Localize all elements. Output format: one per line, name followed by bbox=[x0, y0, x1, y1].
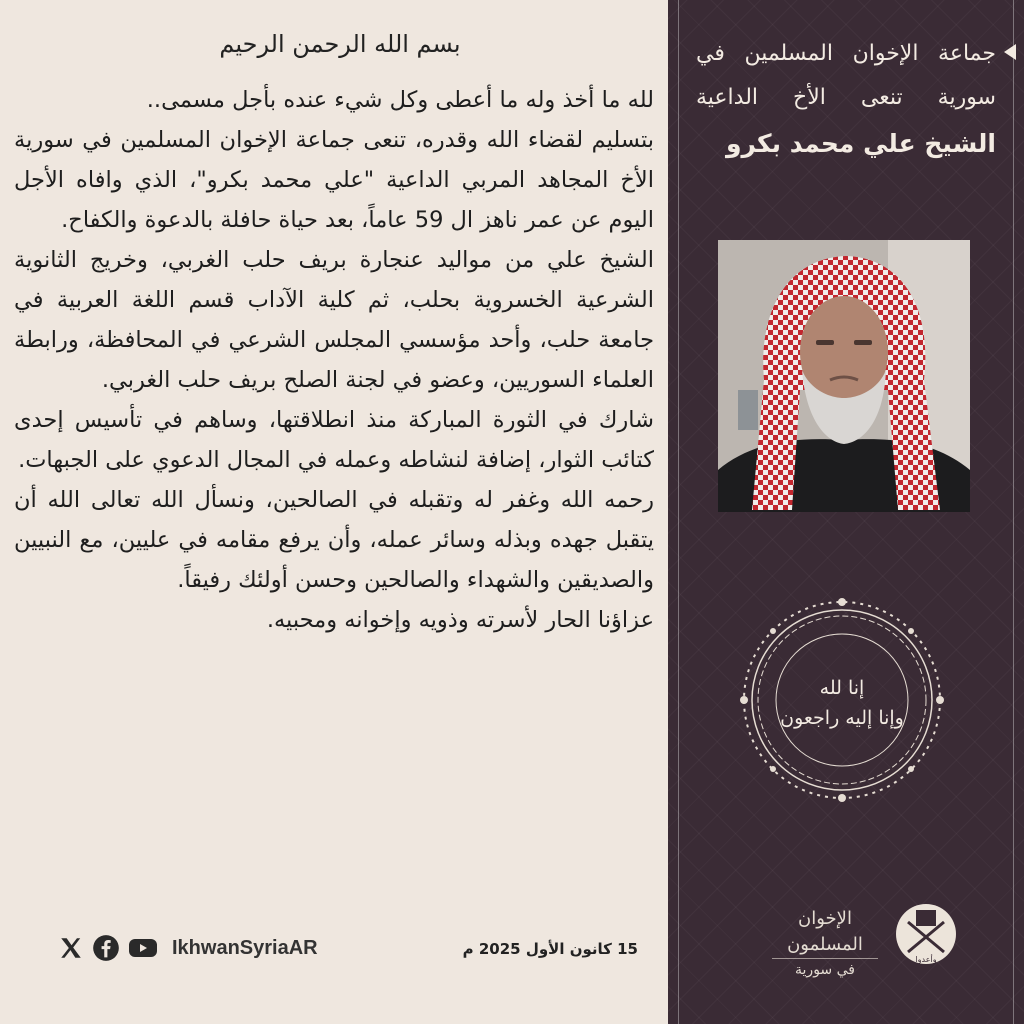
logo-text bbox=[760, 906, 890, 981]
x-icon[interactable] bbox=[58, 935, 84, 961]
side-header bbox=[696, 32, 996, 168]
logo-line-1: الإخوان المسلمون bbox=[787, 908, 863, 955]
portrait-photo bbox=[718, 240, 970, 512]
condolence-verse-1: إنا لله bbox=[819, 677, 865, 699]
bismillah-heading: بسم الله الرحمن الرحيم bbox=[219, 30, 461, 58]
paragraph-biography: الشيخ علي من مواليد عنجارة بريف حلب الغربي، وخريج الثانوية الشرعية الخسروية بحلب، ثم كلية الآداب قسم اللغة العربية في جامعة حلب، وأحد مؤسسي المجلس الشرعي في المحافظة، ورابطة العلماء السوريين، وعضو في لجنة الصلح بريف حلب الغربي. bbox=[14, 247, 654, 393]
header-line-announce: سورية تنعى الأخ الداعية bbox=[696, 85, 996, 110]
youtube-icon[interactable] bbox=[128, 936, 158, 960]
organization-logo bbox=[760, 896, 960, 976]
condolence-verse-2: وإنا إليه راجعون bbox=[780, 707, 904, 729]
condolence-calligraphy bbox=[738, 596, 946, 804]
emblem-motto: وأعدوا bbox=[915, 955, 937, 964]
header-arrow-icon bbox=[1004, 44, 1016, 60]
deceased-name: الشيخ علي محمد بكرو bbox=[725, 129, 996, 158]
logo-line-2: في سورية bbox=[772, 958, 878, 981]
paragraph-prayer: رحمه الله وغفر له وتقبله في الصالحين، ونسأل الله تعالى الله أن يتقبل جهده وبذله وسائر عمله، وأن يرفع مقامه في عليين، مع النبيين والصديقين والشهداء والصالحين وحسن أولئك رفيقاً. bbox=[14, 487, 654, 593]
paragraph-opening: لله ما أخذ وله ما أعطى وكل شيء عنده بأجل مسمى.. bbox=[146, 87, 654, 113]
paragraph-revolution: شارك في الثورة المباركة منذ انطلاقتها، وساهم في تأسيس إحدى كتائب الثوار، إضافة لنشاطه وعمله في المجال الدعوي على الجبهات. bbox=[14, 407, 654, 473]
social-links bbox=[58, 934, 318, 962]
quran-swords-emblem-icon bbox=[894, 900, 958, 970]
social-handle[interactable]: IkhwanSyriaAR bbox=[172, 936, 318, 959]
paragraph-announcement: بتسليم لقضاء الله وقدره، تنعى جماعة الإخوان المسلمين في سورية الأخ المجاهد المربي الداعية "علي محمد بكرو"، الذي وافاه الأجل اليوم عن عمر ناهز ال 59 عاماً، بعد حياة حافلة بالدعوة والكفاح. bbox=[14, 127, 654, 233]
header-line-org: جماعة الإخوان المسلمين في bbox=[696, 41, 996, 66]
paragraph-condolences: عزاؤنا الحار لأسرته وذويه وإخوانه ومحبيه. bbox=[266, 607, 654, 633]
facebook-icon[interactable] bbox=[92, 934, 120, 962]
obituary-text bbox=[14, 80, 654, 640]
publish-date: 15 كانون الأول 2025 م bbox=[462, 940, 638, 958]
footer bbox=[58, 930, 638, 970]
